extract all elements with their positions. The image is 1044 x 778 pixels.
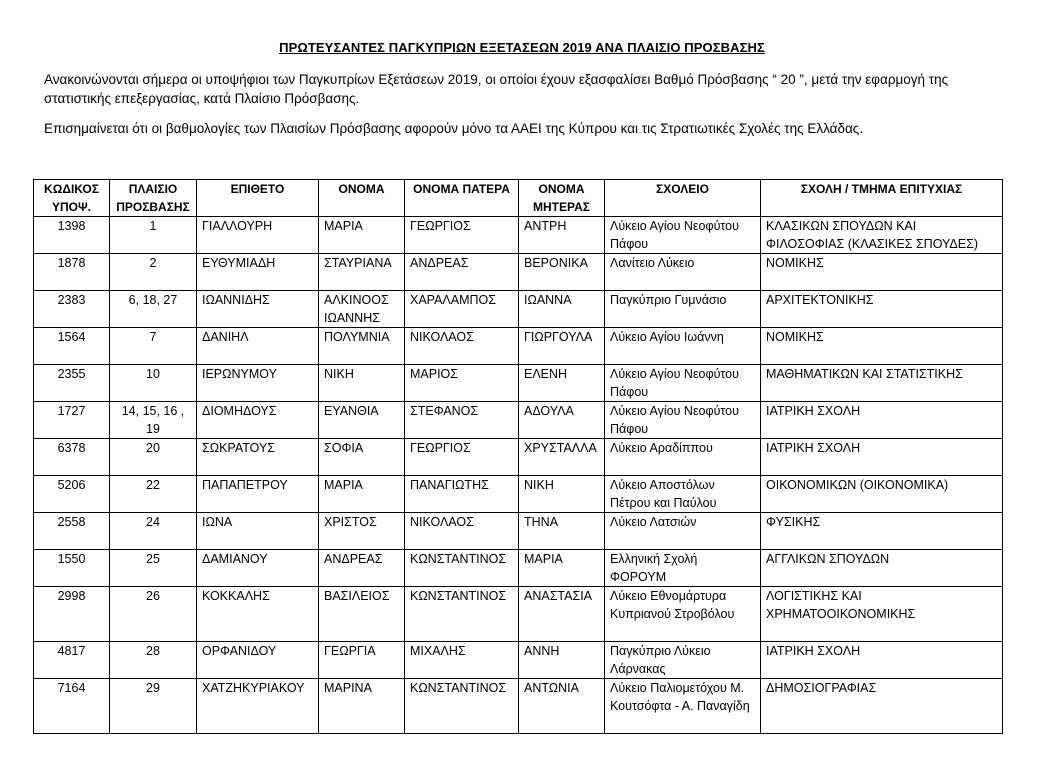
father-name-cell: ΣΤΕΦΑΝΟΣ [405,402,519,439]
table-row [34,402,1003,439]
school-cell: Λύκειο Λατσιών [605,513,761,550]
access-framework-cell: 14, 15, 16 , 19 [110,402,197,439]
mother-name-cell: ΝΙΚΗ [519,476,605,513]
access-framework-cell: 2 [110,254,197,291]
table-row [34,254,1003,291]
mother-name-cell: ΑΔΟΥΛΑ [519,402,605,439]
surname-cell: ΙΕΡΩΝΥΜΟΥ [197,365,319,402]
department-cell: ΑΓΓΛΙΚΩΝ ΣΠΟΥΔΩΝ [761,550,1003,587]
header-candidate-code: ΚΩΔΙΚΟΣ ΥΠΟΨ. [34,180,110,217]
note-paragraph: Επισημαίνεται ότι οι βαθμολογίες των Πλαισίων Πρόσβασης αφορούν μόνο τα ΑΑΕΙ της Κύπρου και τις Στρατιωτικές Σχολές της Ελλάδας. [44,121,864,136]
school-cell: Παγκύπριο Λύκειο Λάρνακας [605,642,761,679]
school-cell: Λύκειο Αγίου Νεοφύτου Πάφου [605,365,761,402]
mother-name-cell: ΙΩΑΝΝΑ [519,291,605,328]
mother-name-cell: ΑΝΑΣΤΑΣΙΑ [519,587,605,642]
candidate-code-cell: 6378 [34,439,110,476]
first-name-cell: ΣΟΦΙΑ [319,439,405,476]
school-cell: Λύκειο Αποστόλων Πέτρου και Παύλου [605,476,761,513]
header-father-name: ΟΝΟΜΑ ΠΑΤΕΡΑ [405,180,519,217]
surname-cell: ΣΩΚΡΑΤΟΥΣ [197,439,319,476]
father-name-cell: ΠΑΝΑΓΙΩΤΗΣ [405,476,519,513]
table-body [34,217,1003,734]
department-cell: ΝΟΜΙΚΗΣ [761,254,1003,291]
first-name-cell: ΜΑΡΙΑ [319,476,405,513]
school-cell: Λύκειο Αραδίππου [605,439,761,476]
father-name-cell: ΜΑΡΙΟΣ [405,365,519,402]
header-first-name: ΟΝΟΜΑ [319,180,405,217]
access-framework-cell: 7 [110,328,197,365]
school-cell: Λύκειο Αγίου Νεοφύτου Πάφου [605,402,761,439]
results-table [33,179,1003,734]
access-framework-cell: 26 [110,587,197,642]
department-cell: ΝΟΜΙΚΗΣ [761,328,1003,365]
father-name-cell: ΜΙΧΑΛΗΣ [405,642,519,679]
surname-cell: ΔΙΟΜΗΔΟΥΣ [197,402,319,439]
school-cell: Λύκειο Αγίου Ιωάννη [605,328,761,365]
candidate-code-cell: 2998 [34,587,110,642]
first-name-cell: ΕΥΑΝΘΙΑ [319,402,405,439]
candidate-code-cell: 2558 [34,513,110,550]
document-title: ΠΡΩΤΕΥΣΑΝΤΕΣ ΠΑΓΚΥΠΡΙΩΝ ΕΞΕΤΑΣΕΩΝ 2019 ΑΝΑ ΠΛΑΙΣΙΟ ΠΡΟΣΒΑΣΗΣ [279,40,765,55]
school-cell: Λύκειο Παλιομετόχου Μ. Κουτσόφτα - Α. Παναγίδη [605,679,761,734]
table-row [34,439,1003,476]
father-name-cell: ΝΙΚΟΛΑΟΣ [405,328,519,365]
mother-name-cell: ΕΛΕΝΗ [519,365,605,402]
school-cell: Λύκειο Αγίου Νεοφύτου Πάφου [605,217,761,254]
school-cell: Λανίτειο Λύκειο [605,254,761,291]
first-name-cell: ΠΟΛΥΜΝΙΑ [319,328,405,365]
access-framework-cell: 20 [110,439,197,476]
father-name-cell: ΑΝΔΡΕΑΣ [405,254,519,291]
candidate-code-cell: 1878 [34,254,110,291]
department-cell: ΦΥΣΙΚΗΣ [761,513,1003,550]
mother-name-cell: ΓΙΩΡΓΟΥΛΑ [519,328,605,365]
surname-cell: ΚΟΚΚΑΛΗΣ [197,587,319,642]
surname-cell: ΟΡΦΑΝΙΔΟΥ [197,642,319,679]
candidate-code-cell: 5206 [34,476,110,513]
father-name-cell: ΚΩΝΣΤΑΝΤΙΝΟΣ [405,679,519,734]
intro-paragraph: Ανακοινώνονται σήμερα οι υποψήφιοι των Παγκυπρίων Εξετάσεων 2019, οι οποίοι έχουν εξασφαλίσει Βαθμό Πρόσβασης “ 20 ”, μετά την εφαρμογή της στατιστικής επεξεργασίας, κατά Πλαίσιο Πρόσβασης. [44,72,949,106]
first-name-cell: ΒΑΣΙΛΕΙΟΣ [319,587,405,642]
school-cell: Λύκειο Εθνομάρτυρα Κυπριανού Στροβόλου [605,587,761,642]
access-framework-cell: 28 [110,642,197,679]
surname-cell: ΔΑΝΙΗΛ [197,328,319,365]
header-mother-name: ΟΝΟΜΑ ΜΗΤΕΡΑΣ [519,180,605,217]
school-cell: Ελληνική Σχολή ΦΟΡΟΥΜ [605,550,761,587]
first-name-cell: ΓΕΩΡΓΙΑ [319,642,405,679]
surname-cell: ΔΑΜΙΑΝΟΥ [197,550,319,587]
candidate-code-cell: 1727 [34,402,110,439]
access-framework-cell: 25 [110,550,197,587]
access-framework-cell: 1 [110,217,197,254]
mother-name-cell: ΒΕΡΟΝΙΚΑ [519,254,605,291]
department-cell: ΚΛΑΣΙΚΩΝ ΣΠΟΥΔΩΝ ΚΑΙ ΦΙΛΟΣΟΦΙΑΣ (ΚΛΑΣΙΚΕΣ ΣΠΟΥΔΕΣ) [761,217,1003,254]
father-name-cell: ΓΕΩΡΓΙΟΣ [405,217,519,254]
candidate-code-cell: 7164 [34,679,110,734]
mother-name-cell: ΧΡΥΣΤΑΛΛΑ [519,439,605,476]
first-name-cell: ΑΝΔΡΕΑΣ [319,550,405,587]
father-name-cell: ΚΩΝΣΤΑΝΤΙΝΟΣ [405,550,519,587]
candidate-code-cell: 1398 [34,217,110,254]
mother-name-cell: ΑΝΤΡΗ [519,217,605,254]
surname-cell: ΙΩΝΑ [197,513,319,550]
table-row [34,587,1003,642]
mother-name-cell: ΜΑΡΙΑ [519,550,605,587]
department-cell: ΔΗΜΟΣΙΟΓΡΑΦΙΑΣ [761,679,1003,734]
table-row [34,328,1003,365]
surname-cell: ΕΥΘΥΜΙΑΔΗ [197,254,319,291]
candidate-code-cell: 2355 [34,365,110,402]
access-framework-cell: 24 [110,513,197,550]
department-cell: ΙΑΤΡΙΚΗ ΣΧΟΛΗ [761,439,1003,476]
table-row [34,476,1003,513]
table-row [34,550,1003,587]
school-cell: Παγκύπριο Γυμνάσιο [605,291,761,328]
father-name-cell: ΚΩΝΣΤΑΝΤΙΝΟΣ [405,587,519,642]
table-row [34,291,1003,328]
access-framework-cell: 22 [110,476,197,513]
mother-name-cell: ΑΝΤΩΝΙΑ [519,679,605,734]
surname-cell: ΧΑΤΖΗΚΥΡΙΑΚΟΥ [197,679,319,734]
candidate-code-cell: 1550 [34,550,110,587]
access-framework-cell: 6, 18, 27 [110,291,197,328]
first-name-cell: ΣΤΑΥΡΙΑΝΑ [319,254,405,291]
department-cell: ΟΙΚΟΝΟΜΙΚΩΝ (ΟΙΚΟΝΟΜΙΚΑ) [761,476,1003,513]
candidate-code-cell: 2383 [34,291,110,328]
candidate-code-cell: 4817 [34,642,110,679]
department-cell: ΛΟΓΙΣΤΙΚΗΣ ΚΑΙ ΧΡΗΜΑΤΟΟΙΚΟΝΟΜΙΚΗΣ [761,587,1003,642]
first-name-cell: ΝΙΚΗ [319,365,405,402]
first-name-cell: ΧΡΙΣΤΟΣ [319,513,405,550]
table-row [34,217,1003,254]
mother-name-cell: ΤΗΝΑ [519,513,605,550]
access-framework-cell: 10 [110,365,197,402]
father-name-cell: ΧΑΡΑΛΑΜΠΟΣ [405,291,519,328]
surname-cell: ΠΑΠΑΠΕΤΡΟΥ [197,476,319,513]
first-name-cell: ΜΑΡΙΑ [319,217,405,254]
header-access-framework: ΠΛΑΙΣΙΟ ΠΡΟΣΒΑΣΗΣ [110,180,197,217]
surname-cell: ΙΩΑΝΝΙΔΗΣ [197,291,319,328]
table-row [34,642,1003,679]
father-name-cell: ΝΙΚΟΛΑΟΣ [405,513,519,550]
table-row [34,679,1003,734]
father-name-cell: ΓΕΩΡΓΙΟΣ [405,439,519,476]
header-surname: ΕΠΙΘΕΤΟ [197,180,319,217]
department-cell: ΑΡΧΙΤΕΚΤΟΝΙΚΗΣ [761,291,1003,328]
department-cell: ΙΑΤΡΙΚΗ ΣΧΟΛΗ [761,642,1003,679]
table-row [34,513,1003,550]
candidate-code-cell: 1564 [34,328,110,365]
department-cell: ΙΑΤΡΙΚΗ ΣΧΟΛΗ [761,402,1003,439]
header-department: ΣΧΟΛΗ / ΤΜΗΜΑ ΕΠΙΤΥΧΙΑΣ [761,180,1003,217]
header-school: ΣΧΟΛΕΙΟ [605,180,761,217]
access-framework-cell: 29 [110,679,197,734]
table-row [34,365,1003,402]
surname-cell: ΓΙΑΛΛΟΥΡΗ [197,217,319,254]
table-header-row [34,180,1003,217]
department-cell: ΜΑΘΗΜΑΤΙΚΩΝ ΚΑΙ ΣΤΑΤΙΣΤΙΚΗΣ [761,365,1003,402]
mother-name-cell: ΑΝΝΗ [519,642,605,679]
first-name-cell: ΜΑΡΙΝΑ [319,679,405,734]
first-name-cell: ΑΛΚΙΝΟΟΣ ΙΩΑΝΝΗΣ [319,291,405,328]
